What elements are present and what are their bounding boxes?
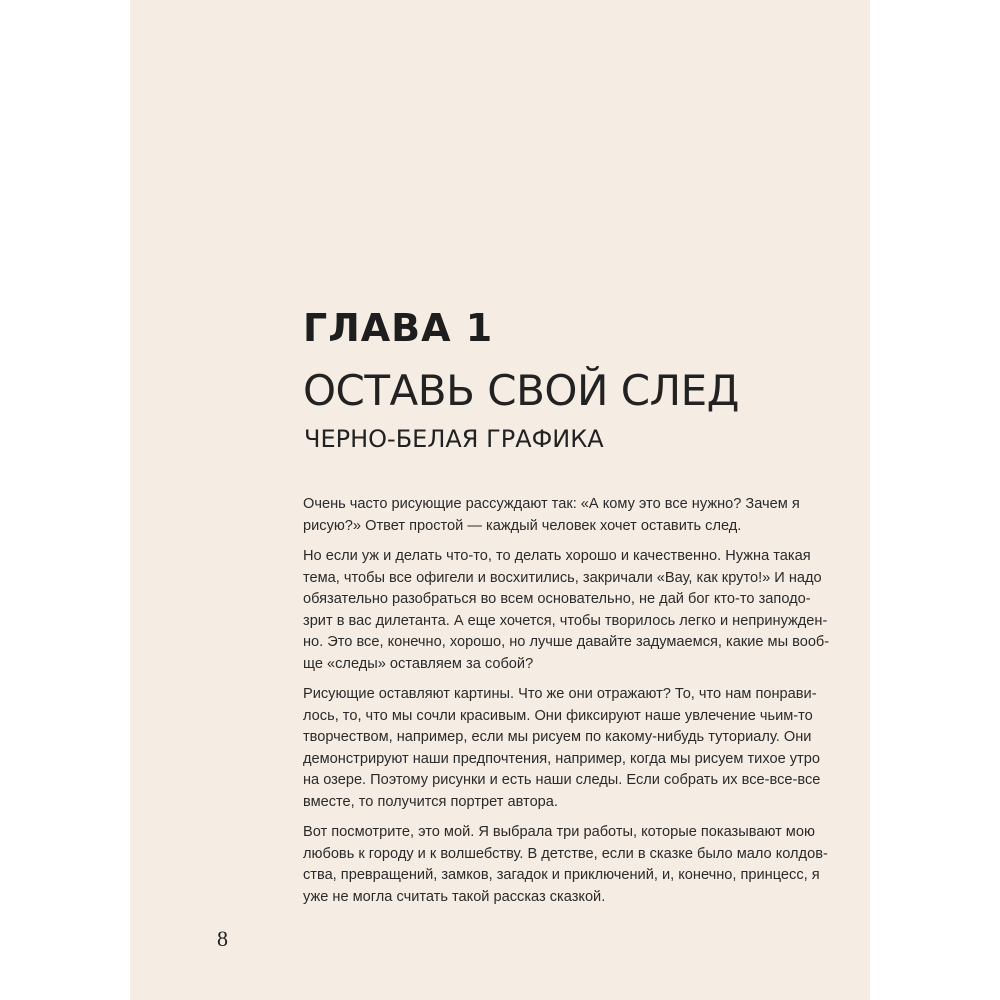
text-line: ще «следы» оставляем за собой?: [303, 655, 534, 672]
paragraph: [303, 546, 830, 675]
chapter-title: ОСТАВЬ СВОЙ СЛЕД: [303, 366, 739, 415]
chapter-subtitle: ЧЕРНО-БЕЛАЯ ГРАФИКА: [304, 425, 604, 453]
paragraph: [303, 684, 825, 813]
text-line: рисую?» Ответ простой — каждый человек хочет оставить след.: [303, 517, 742, 534]
paragraph: [303, 822, 828, 908]
text-line: лось, то, что мы сочли красивым. Они фиксируют наше увлечение чьим-то: [303, 707, 813, 724]
text-line: на озере. Поэтому рисунки и есть наши следы. Если собрать их все-все-все: [303, 772, 821, 788]
text-line: Очень часто рисующие рассуждают так: «А кому это все нужно? Зачем я: [303, 496, 800, 512]
text-line: зрит в вас дилетанта. А еще хочется, чтобы творилось легко и непринужден-: [303, 612, 828, 629]
text-line: вместе, то получится портрет автора.: [303, 793, 558, 810]
body-text: [303, 494, 830, 917]
text-line: но. Это все, конечно, хорошо, но лучше давайте задумаемся, какие мы вооб-: [303, 634, 830, 650]
paragraph: [303, 494, 825, 537]
page-number: 8: [217, 926, 228, 951]
text-line: Вот посмотрите, это мой. Я выбрала три работы, которые показывают мою: [303, 824, 815, 840]
text-line: Но если уж и делать что-то, то делать хорошо и качественно. Нужна такая: [303, 548, 811, 564]
book-page: [130, 0, 870, 1000]
text-line: демонстрируют наши предпочтения, например, когда мы рисуем тихое утро: [303, 750, 820, 767]
text-line: уже не могла считать такой рассказ сказкой.: [303, 888, 606, 905]
text-line: тема, чтобы все офигели и восхитились, закричали «Вау, как круто!» И надо: [303, 569, 822, 586]
text-line: ства, превращений, замков, загадок и приключений, и, конечно, принцесс, я: [303, 867, 820, 883]
text-line: Рисующие оставляют картины. Что же они отражают? То, что нам понрави-: [303, 686, 817, 702]
text-line: любовь к городу и к волшебству. В детстве, если в сказке было мало колдов-: [303, 845, 828, 862]
chapter-label: ГЛАВА 1: [303, 306, 494, 350]
text-line: творчеством, например, если мы рисуем по какому-нибудь туториалу. Они: [303, 729, 812, 745]
text-line: обязательно разобраться во всем основательно, не дай бог кто-то заподо-: [303, 591, 811, 607]
